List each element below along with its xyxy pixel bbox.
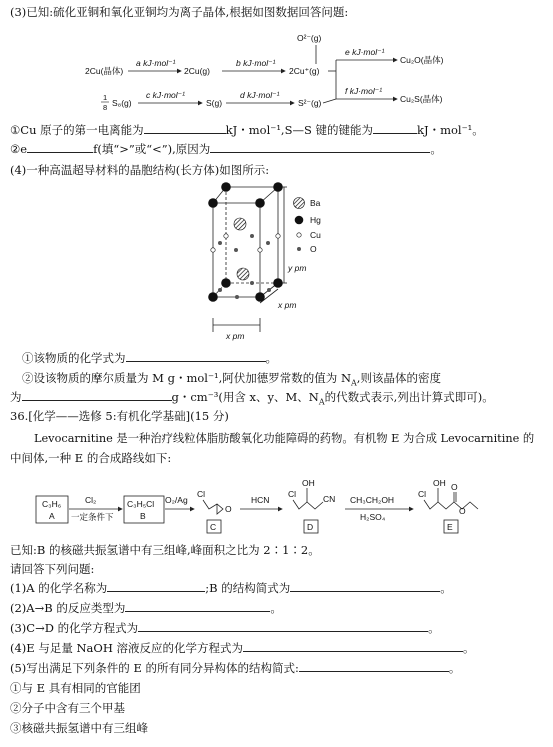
cu-gas: 2Cu(g) xyxy=(184,66,210,76)
hg-atom xyxy=(273,278,283,288)
o-atom xyxy=(218,241,222,245)
d-label: D xyxy=(307,522,314,532)
d-oh: OH xyxy=(302,478,315,488)
q36-intro2: 中间体,一种 E 的合成路线如下: xyxy=(10,451,172,465)
hcn: HCN xyxy=(251,495,270,505)
o-atom xyxy=(266,241,270,245)
o-atom xyxy=(250,281,254,285)
ba-atom xyxy=(237,268,249,280)
q4-sub1: ①该物质的化学式为 。 xyxy=(22,351,277,365)
ba-atom xyxy=(234,218,246,230)
x-dim-bottom: x pm xyxy=(226,331,245,341)
f-label: f kJ·mol⁻¹ xyxy=(345,86,383,96)
s-gas: S(g) xyxy=(206,98,223,108)
cu-atom xyxy=(276,234,280,238)
o-ion: O²⁻(g) xyxy=(297,33,322,43)
e-o-carbonyl: O xyxy=(451,482,458,492)
e-oh: OH xyxy=(433,478,446,488)
etoh: CH₃CH₂OH xyxy=(350,495,395,505)
x-dim-right: x pm xyxy=(278,300,297,310)
e-label: E xyxy=(447,522,453,532)
q36-ask: 请回答下列问题: xyxy=(10,562,95,576)
c-label: c kJ·mol⁻¹ xyxy=(146,90,185,100)
legend-o: O xyxy=(310,244,317,254)
q36-p1: (1)A 的化学名称为 ;B 的结构简式为 。 xyxy=(10,581,452,595)
unit-cell-figure xyxy=(190,180,350,350)
cl2: Cl₂ xyxy=(85,495,97,505)
q36-known: 已知:B 的核磁共振氢谱中有三组峰,峰面积之比为 2∶1∶2。 xyxy=(10,543,320,557)
q36-heading: 36.[化学——选修 5:有机化学基础](15 分) xyxy=(10,409,229,423)
cu-atom xyxy=(211,248,215,252)
a-label: a kJ·mol⁻¹ xyxy=(136,58,176,68)
q36-cond3: ③核磁共振氢谱中有三组峰 xyxy=(10,721,148,735)
legend-hg: Hg xyxy=(310,215,321,225)
d-cl: Cl xyxy=(288,489,297,499)
q3-intro: (3)已知:硫化亚铜和氧化亚铜均为离子晶体,根据如图数据回答问题: xyxy=(10,5,349,19)
frac-den: 8 xyxy=(103,103,108,112)
q4-intro: (4)一种高温超导材料的晶胞结构(长方体)如图所示: xyxy=(10,163,270,177)
c-o: O xyxy=(225,504,232,514)
cu2s: Cu₂S(晶体) xyxy=(400,94,443,104)
s-ion: S²⁻(g) xyxy=(298,98,322,108)
hg-atom xyxy=(208,198,218,208)
born-haber-diagram xyxy=(0,24,553,120)
cu2o: Cu₂O(晶体) xyxy=(400,55,444,65)
hg-atom xyxy=(221,278,231,288)
cond: 一定条件下 xyxy=(71,512,114,522)
hg-atom xyxy=(208,292,218,302)
cu-solid: 2Cu(晶体) xyxy=(85,66,124,76)
o2ag: O₂/Ag xyxy=(165,495,188,505)
synthesis-route xyxy=(0,470,553,540)
q36-cond2: ②分子中含有三个甲基 xyxy=(10,701,125,715)
o-atom xyxy=(235,295,239,299)
hg-atom xyxy=(255,198,265,208)
c-cl: Cl xyxy=(197,489,206,499)
cu-atom xyxy=(224,234,228,238)
q4-sub2: ②设该物质的摩尔质量为 M g・mol⁻¹,阿伏加德罗常数的值为 $N_A$,则该晶体的密度 xyxy=(22,371,441,388)
q36-p4: (4)E 与足量 NaOH 溶液反应的化学方程式为 。 xyxy=(10,641,475,655)
cu-atom xyxy=(258,248,262,252)
b-label: B xyxy=(140,511,146,521)
s8: S₈(g) xyxy=(112,98,132,108)
legend-cu: Cu xyxy=(310,230,321,240)
q36-cond1: ①与 E 具有相同的官能团 xyxy=(10,681,141,695)
h2so4: H₂SO₄ xyxy=(360,512,386,522)
a-formula: C₃H₆ xyxy=(42,499,62,509)
q4-sub2-cont: 为 g・cm⁻³(用含 x、y、M、$N_A$的代数式表示,列出计算式即可)。 xyxy=(10,390,494,407)
d-label: d kJ·mol⁻¹ xyxy=(240,90,280,100)
o-atom xyxy=(234,248,238,252)
d-cn: CN xyxy=(323,494,336,504)
q36-p5: (5)写出满足下列条件的 E 的所有同分异构体的结构简式: 。 xyxy=(10,661,461,675)
c-label: C xyxy=(210,522,217,532)
o-atom xyxy=(218,288,222,292)
frac-num: 1 xyxy=(103,93,108,102)
cu-ion: 2Cu⁺(g) xyxy=(289,66,320,76)
a-label: A xyxy=(49,511,55,521)
hg-atom xyxy=(221,182,231,192)
b-label: b kJ·mol⁻¹ xyxy=(236,58,276,68)
legend-ba: Ba xyxy=(310,198,321,208)
e-label: e kJ·mol⁻¹ xyxy=(345,47,385,57)
y-dim: y pm xyxy=(288,263,307,273)
e-cl: Cl xyxy=(418,489,427,499)
q36-p3: (3)C→D 的化学方程式为 。 xyxy=(10,621,440,635)
q36-intro1: Levocarnitine 是一种治疗线粒体脂肪酸氧化功能障碍的药物。有机物 E 为合成 Levocarnitine 的 xyxy=(34,432,535,445)
q3-sub2: ②e f(填“>”或“<”),原因为 。 xyxy=(10,142,442,156)
e-o-ester: O xyxy=(459,506,466,516)
hg-atom xyxy=(255,292,265,302)
hg-atom xyxy=(273,182,283,192)
o-atom xyxy=(267,288,271,292)
b-formula: C₃H₅Cl xyxy=(127,499,155,509)
q3-sub1: ①Cu 原子的第一电离能为 kJ・mol⁻¹,S—S 键的键能为 kJ・mol⁻¹。 xyxy=(10,123,484,137)
o-atom xyxy=(250,234,254,238)
q36-p2: (2)A→B 的反应类型为 。 xyxy=(10,601,282,615)
